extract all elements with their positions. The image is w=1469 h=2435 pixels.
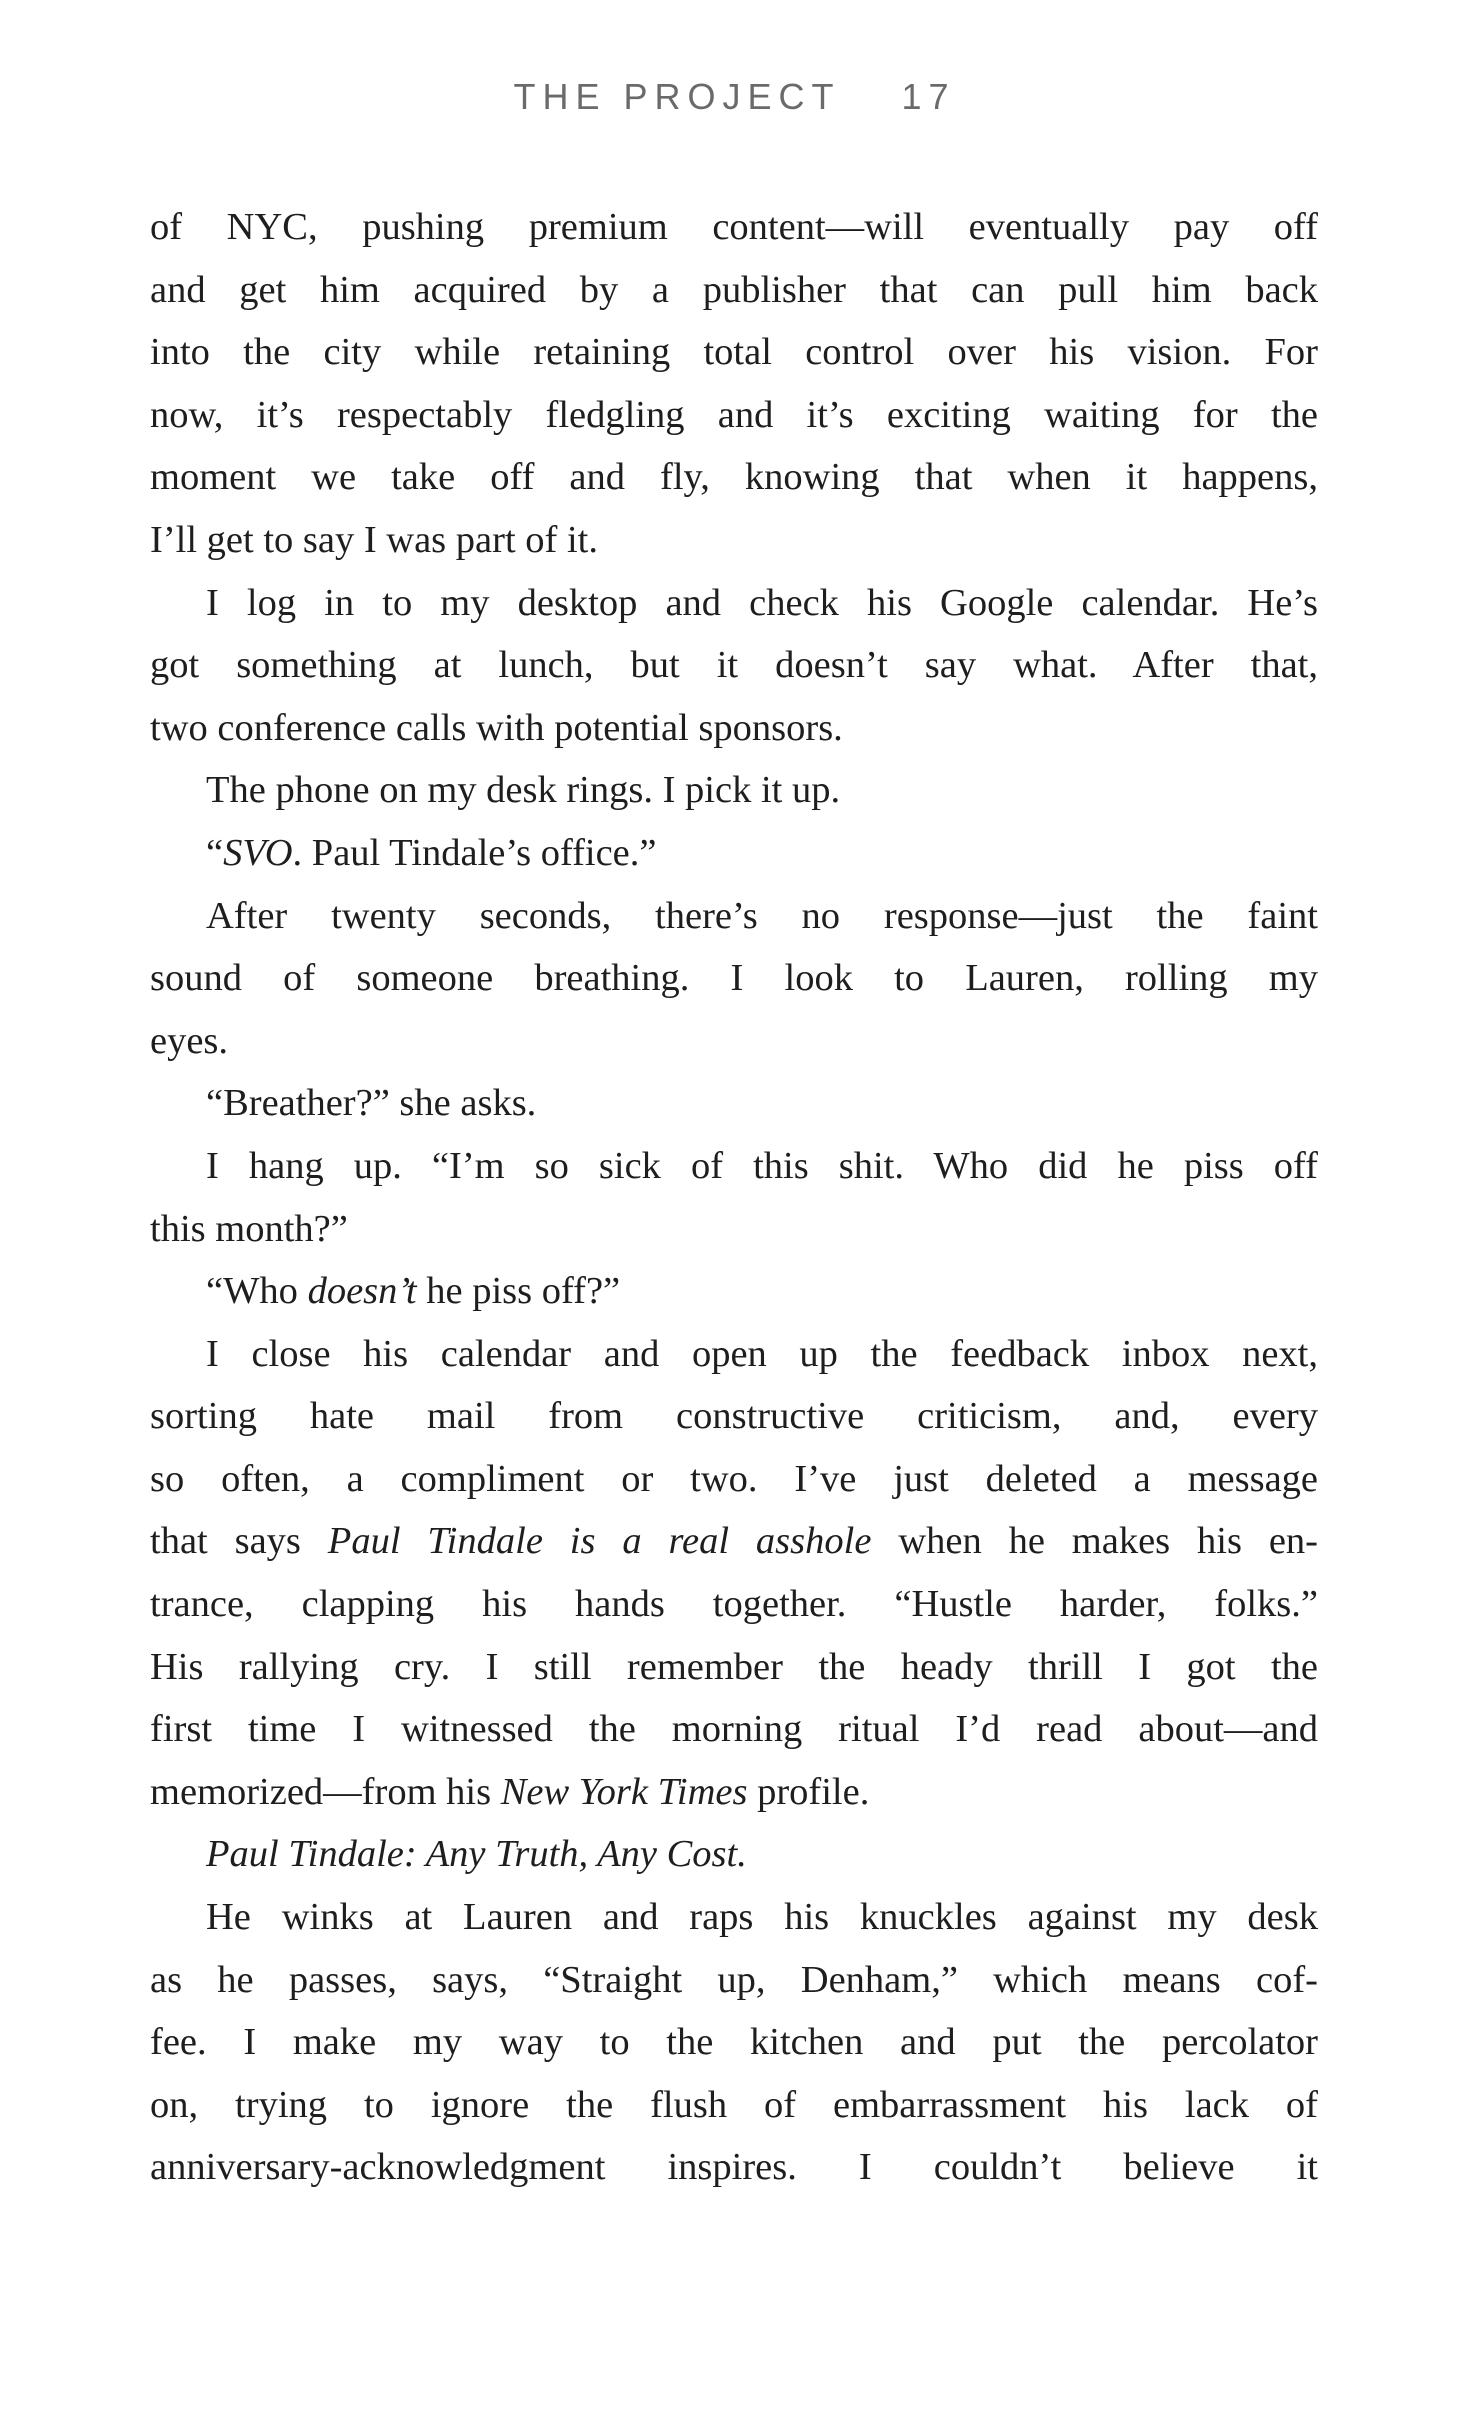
text-line xyxy=(150,1260,1318,1323)
text-line: as he passes, says, “Straight up, Denham,” which means cof- xyxy=(150,1958,1318,2001)
text-line: moment we take off and fly, knowing that when it happens, xyxy=(150,456,1318,499)
text-line: this month?” xyxy=(150,1207,348,1250)
text-line: two conference calls with potential sponsors. xyxy=(150,706,843,749)
italic-text: Paul Tindale: Any Truth, Any Cost. xyxy=(206,1833,747,1876)
running-head-title: THE PROJECT xyxy=(513,76,841,117)
text-line: anniversary-acknowledgment inspires. I couldn’t believe it xyxy=(150,2146,1318,2189)
text-segment: that says xyxy=(150,1520,328,1563)
text-line xyxy=(150,1823,1318,1886)
text-line: on, trying to ignore the flush of embarrassment his lack of xyxy=(150,2083,1318,2126)
text-segment: profile. xyxy=(747,1770,870,1813)
text-line xyxy=(150,822,1318,885)
text-line: I log in to my desktop and check his Google calendar. He’s xyxy=(206,581,1318,624)
text-line: trance, clapping his hands together. “Hustle harder, folks.” xyxy=(150,1583,1318,1626)
text-line: into the city while retaining total control over his vision. For xyxy=(150,331,1318,374)
text-line: He winks at Lauren and raps his knuckles against my desk xyxy=(206,1896,1318,1939)
text-segment: . Paul Tindale’s office.” xyxy=(292,831,657,874)
text-line xyxy=(150,1510,1318,1573)
text-line xyxy=(150,1761,1318,1824)
italic-text: SVO xyxy=(223,831,293,874)
text-line: The phone on my desk rings. I pick it up. xyxy=(206,769,841,812)
italic-text: New York Times xyxy=(500,1770,748,1813)
text-segment: “ xyxy=(206,831,224,874)
text-line: I hang up. “I’m so sick of this shit. Who did he piss off xyxy=(206,1144,1318,1187)
italic-text: doesn’t xyxy=(307,1270,417,1313)
text-line: and get him acquired by a publisher that can pull him back xyxy=(150,268,1318,311)
text-line: got something at lunch, but it doesn’t say what. After that, xyxy=(150,644,1318,687)
text-line: fee. I make my way to the kitchen and put the percolator xyxy=(150,2021,1318,2064)
page-number: 17 xyxy=(901,76,956,117)
text-line: sorting hate mail from constructive criticism, and, every xyxy=(150,1395,1318,1438)
text-line: “Breather?” she asks. xyxy=(206,1082,537,1125)
running-head xyxy=(0,76,1469,118)
text-line: of NYC, pushing premium content—will eventually pay off xyxy=(150,206,1318,248)
text-segment: “Who xyxy=(206,1270,308,1313)
text-line: I close his calendar and open up the feedback inbox next, xyxy=(206,1332,1318,1375)
text-line: I’ll get to say I was part of it. xyxy=(150,518,598,561)
text-segment: memorized—from his xyxy=(150,1770,501,1813)
text-line: After twenty seconds, there’s no response—just the faint xyxy=(206,894,1318,937)
text-line: eyes. xyxy=(150,1019,229,1062)
text-segment: he piss off?” xyxy=(416,1270,621,1313)
text-line: first time I witnessed the morning ritual I’d read about—and xyxy=(150,1708,1318,1751)
text-segment: when he makes his en- xyxy=(871,1520,1318,1563)
text-line: sound of someone breathing. I look to Lauren, rolling my xyxy=(150,957,1318,1000)
body-text xyxy=(150,196,1318,2199)
text-line: now, it’s respectably fledgling and it’s exciting waiting for the xyxy=(150,393,1318,436)
text-line: so often, a compliment or two. I’ve just deleted a message xyxy=(150,1457,1318,1500)
italic-text: Paul Tindale is a real asshole xyxy=(327,1520,872,1563)
text-line: His rallying cry. I still remember the heady thrill I got the xyxy=(150,1645,1318,1688)
